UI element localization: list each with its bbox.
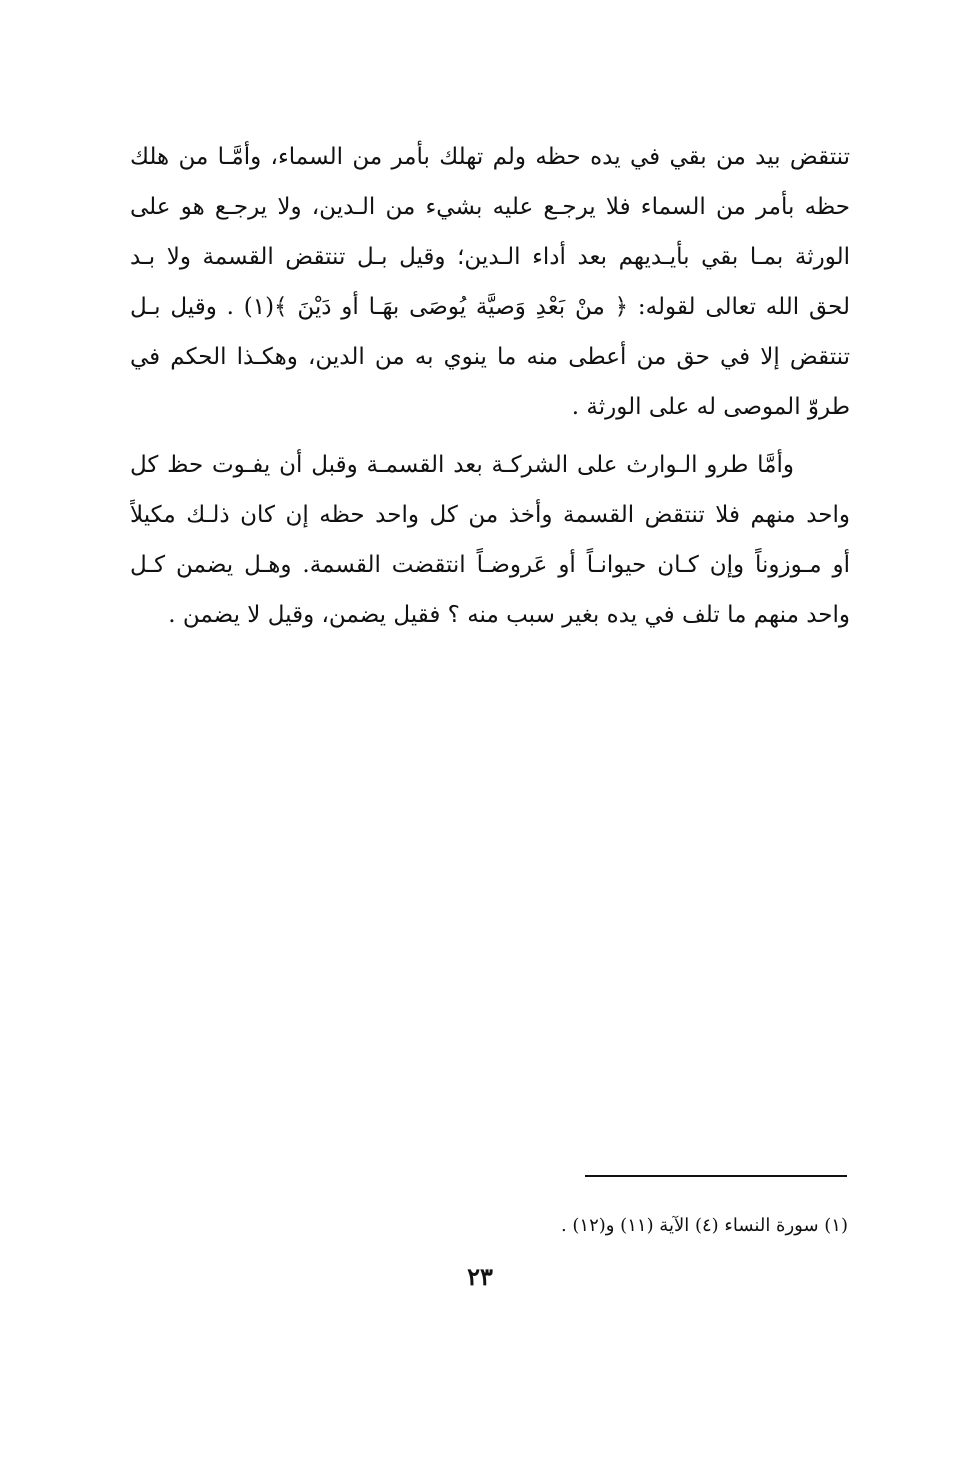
text-line: تنتقض إلا في حق من أعطى منه ما ينوي به من الدين، وهكـذا الحكم في [130,344,850,370]
text-line: الورثة بمـا بقي بأيـديهم بعد أداء الـدين؛ وقيل بـل تنتقض القسمة ولا بـد [130,244,850,270]
footnote-divider [585,1175,847,1177]
text-line: تنتقض بيد من بقي في يده حظه ولم تهلك بأمر من السماء، وأمَّـا من هلك [130,144,850,170]
text-line: واحد منهم فلا تنتقض القسمة وأخذ من كل واحد حظه إن كان ذلـك مكيلاً [130,502,850,528]
page-number: ٢٣ [467,1262,493,1291]
text-line: وأمَّا طرو الـوارث على الشركـة بعد القسمـة وقبل أن يفـوت حظ كل [130,452,794,478]
text-line: أو مـوزوناً وإن كـان حيوانـاً أو عَروضـاً انتقضت القسمة. وهـل يضمن كـل [130,552,850,578]
text-line: واحد منهم ما تلف في يده بغير سبب منه ؟ فقيل يضمن، وقيل لا يضمن . [168,602,850,628]
paragraph-2 [130,440,850,640]
footnote: (١) سورة النساء (٤) الآية (١١) و(١٢) . [560,1215,848,1236]
paragraph-1 [130,132,850,432]
text-line: لحق الله تعالى لقوله: ﴿ منْ بَعْدِ وَصيَّة يُوصَى بهَـا أو دَيْنَ ﴾(١) . وقيل بـل [130,294,850,320]
text-line: حظه بأمر من السماء فلا يرجـع عليه بشيء من الـدين، ولا يرجـع هو على [130,194,850,220]
text-line: طروّ الموصى له على الورثة . [571,394,850,420]
